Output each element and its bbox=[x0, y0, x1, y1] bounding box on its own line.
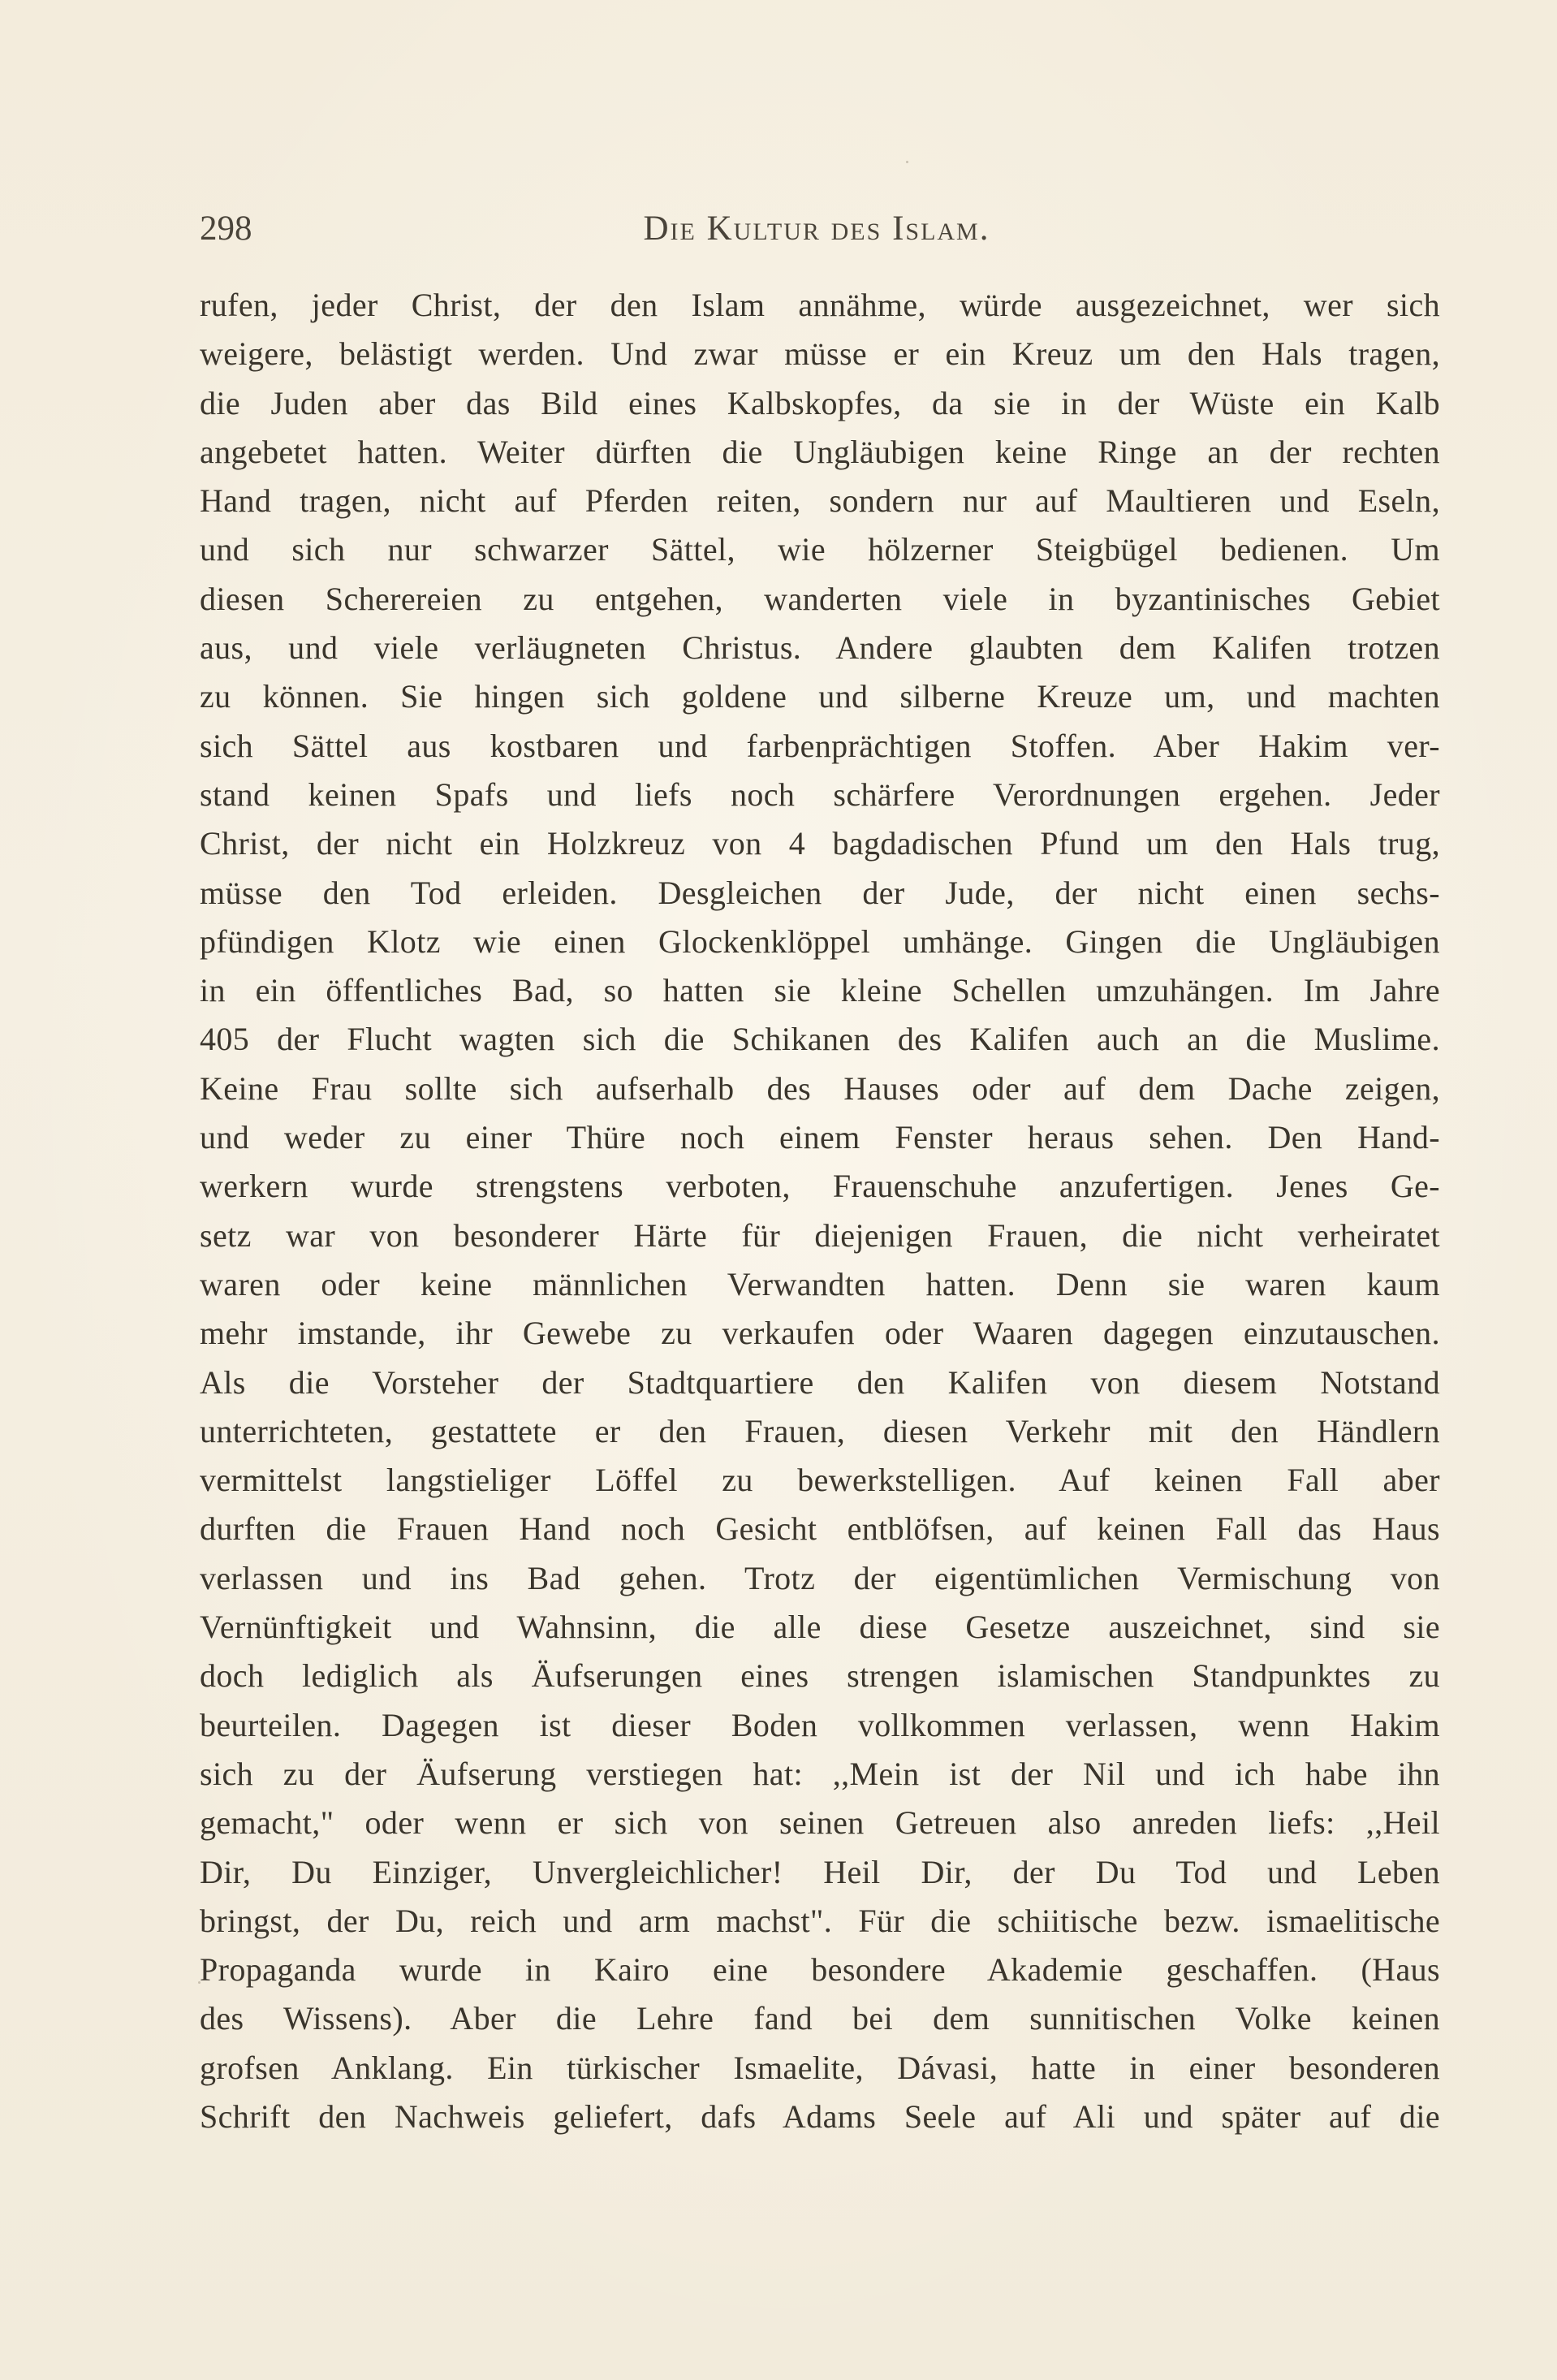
text-line: setz war von besonderer Härte für diejenigen Frauen, die nicht verheiratet bbox=[200, 1216, 1440, 1254]
text-line: Hand tragen, nicht auf Pferden reiten, sondern nur auf Maultieren und Eseln, bbox=[200, 482, 1440, 520]
text-line: doch lediglich als Äufserungen eines strengen islamischen Standpunktes zu bbox=[200, 1657, 1440, 1695]
text-line: grofsen Anklang. Ein türkischer Ismaelite, Dávasi, hatte in einer besonderen bbox=[200, 2049, 1440, 2086]
text-line: diesen Scherereien zu entgehen, wanderten viele in byzantinisches Gebiet bbox=[200, 580, 1440, 617]
text-line: zu können. Sie hingen sich goldene und silberne Kreuze um, und machten bbox=[200, 678, 1440, 715]
text-line: verlassen und ins Bad gehen. Trotz der eigentümlichen Vermischung von bbox=[200, 1559, 1440, 1596]
text-line: mehr imstande, ihr Gewebe zu verkaufen oder Waaren dagegen einzutauschen. bbox=[200, 1315, 1440, 1352]
running-title: Die Kultur des Islam. bbox=[643, 209, 990, 248]
text-line: rufen, jeder Christ, der den Islam annähme, würde ausgezeichnet, wer sich bbox=[200, 287, 1440, 323]
text-line: des Wissens). Aber die Lehre fand bei dem sunnitischen Volke keinen bbox=[200, 2000, 1440, 2037]
text-line: Vernünftigkeit und Wahnsinn, die alle diese Gesetze auszeichnet, sind sie bbox=[200, 1609, 1440, 1646]
text-line: Keine Frau sollte sich aufserhalb des Hauses oder auf dem Dache zeigen, bbox=[200, 1069, 1440, 1107]
text-line: gemacht," oder wenn er sich von seinen Getreuen also anreden liefs: ,,Heil bbox=[200, 1804, 1440, 1842]
paper-speck bbox=[906, 161, 908, 163]
text-line: durften die Frauen Hand noch Gesicht entblöfsen, auf keinen Fall das Haus bbox=[200, 1510, 1440, 1548]
text-line: waren oder keine männlichen Verwandten hatten. Denn sie waren kaum bbox=[200, 1265, 1440, 1302]
text-line: Christ, der nicht ein Holzkreuz von 4 bagdadischen Pfund um den Hals trug, bbox=[200, 825, 1440, 862]
text-line: und weder zu einer Thüre noch einem Fenster heraus sehen. Den Hand- bbox=[200, 1119, 1440, 1156]
text-line: Schrift den Nachweis geliefert, dafs Adams Seele auf Ali und später auf die bbox=[200, 2097, 1440, 2135]
text-line: Als die Vorsteher der Stadtquartiere den Kalifen von diesem Notstand bbox=[200, 1363, 1440, 1401]
text-line: aus, und viele verläugneten Christus. Andere glaubten dem Kalifen trotzen bbox=[200, 629, 1440, 667]
text-line: angebetet hatten. Weiter dürften die Ungläubigen keine Ringe an der rechten bbox=[200, 433, 1440, 470]
text-line: Propaganda wurde in Kairo eine besondere Akademie geschaffen. (Haus bbox=[200, 1951, 1440, 1989]
text-line: pfündigen Klotz wie einen Glockenklöppel umhänge. Gingen die Ungläubigen bbox=[200, 922, 1440, 960]
text-line: Dir, Du Einziger, Unvergleichlicher! Heil Dir, der Du Tod und Leben bbox=[200, 1853, 1440, 1890]
text-line: sich zu der Äufserung verstiegen hat: ,,Mein ist der Nil und ich habe ihn bbox=[200, 1755, 1440, 1792]
page-number: 298 bbox=[200, 209, 252, 248]
body-text bbox=[200, 281, 1440, 2141]
text-line: in ein öffentliches Bad, so hatten sie kleine Schellen umzuhängen. Im Jahre bbox=[200, 972, 1440, 1009]
text-line: bringst, der Du, reich und arm machst". Für die schiitische bezw. ismaelitische bbox=[200, 1902, 1440, 1939]
text-line: die Juden aber das Bild eines Kalbskopfes, da sie in der Wüste ein Kalb bbox=[200, 384, 1440, 421]
text-line: weigere, belästigt werden. Und zwar müsse er ein Kreuz um den Hals tragen, bbox=[200, 335, 1440, 373]
text-line: und sich nur schwarzer Sättel, wie hölzerner Steigbügel bedienen. Um bbox=[200, 531, 1440, 568]
running-header bbox=[200, 205, 1434, 253]
text-line: beurteilen. Dagegen ist dieser Boden vollkommen verlassen, wenn Hakim bbox=[200, 1706, 1440, 1743]
text-line: müsse den Tod erleiden. Desgleichen der Jude, der nicht einen sechs- bbox=[200, 874, 1440, 911]
text-line: unterrichteten, gestattete er den Frauen, diesen Verkehr mit den Händlern bbox=[200, 1412, 1440, 1449]
text-line: 405 der Flucht wagten sich die Schikanen des Kalifen auch an die Muslime. bbox=[200, 1021, 1440, 1058]
text-line: sich Sättel aus kostbaren und farbenprächtigen Stoffen. Aber Hakim ver- bbox=[200, 727, 1440, 764]
text-line: vermittelst langstieliger Löffel zu bewerkstelligen. Auf keinen Fall aber bbox=[200, 1462, 1440, 1499]
text-line: werkern wurde strengstens verboten, Frauenschuhe anzufertigen. Jenes Ge- bbox=[200, 1168, 1440, 1205]
text-line: stand keinen Spafs und liefs noch schärfere Verordnungen ergehen. Jeder bbox=[200, 775, 1440, 813]
